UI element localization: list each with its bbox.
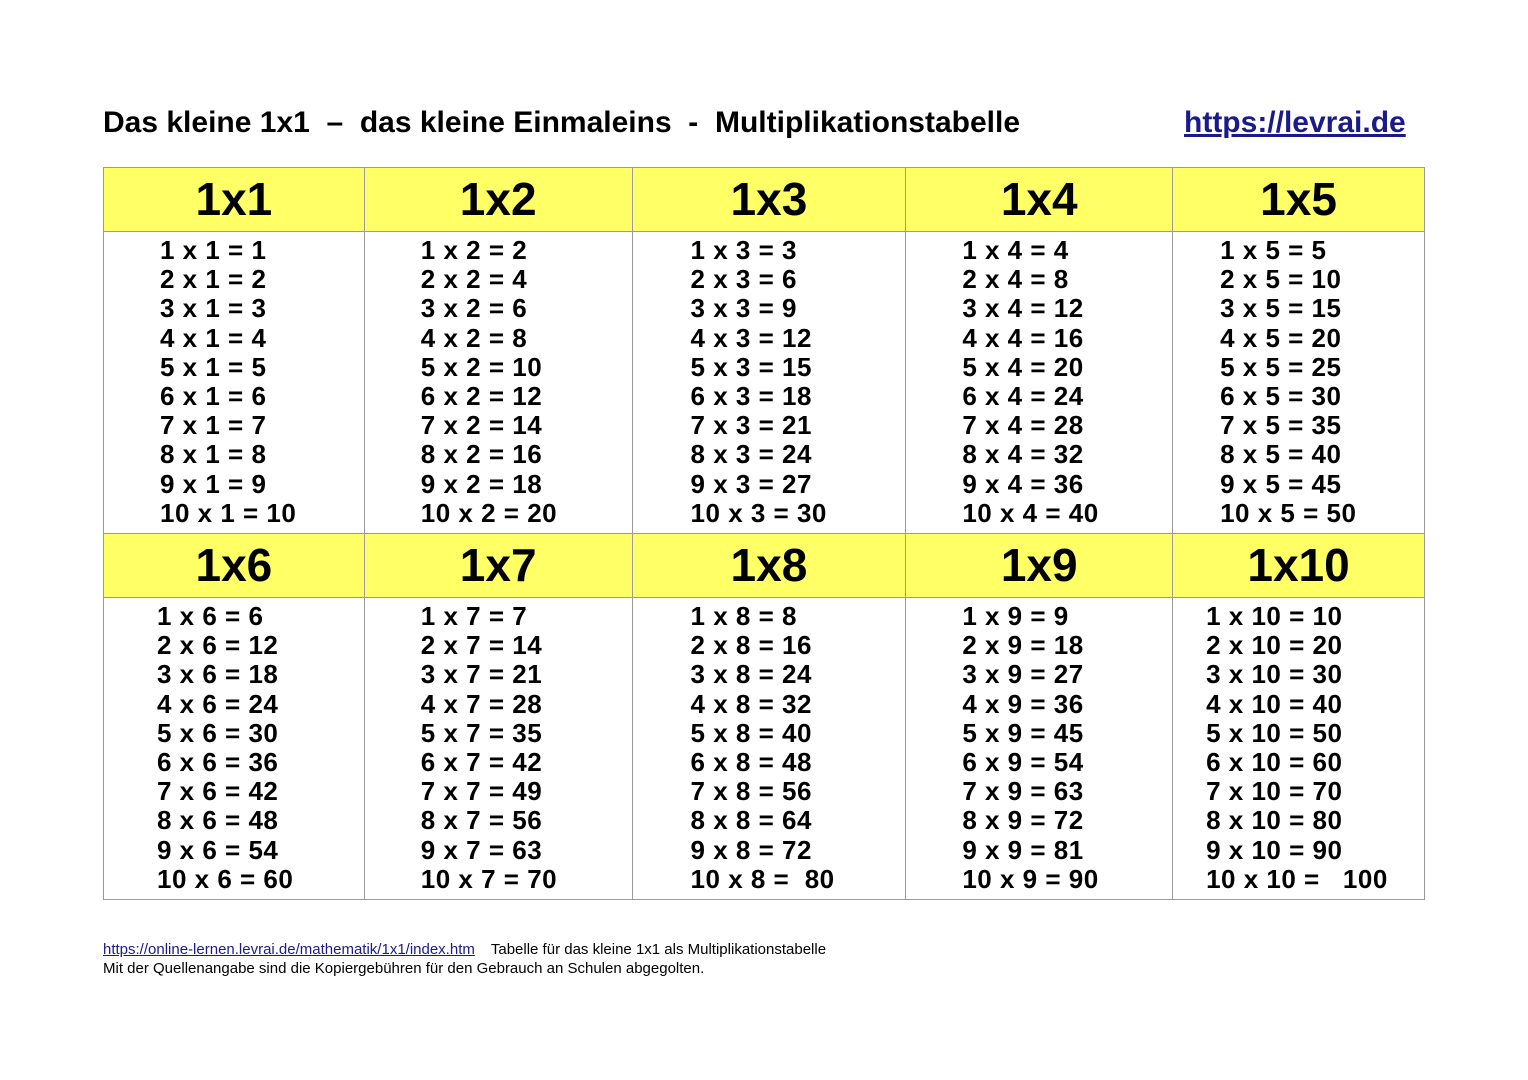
footer (103, 940, 826, 978)
fact-list (633, 598, 906, 894)
fact-item: 8 x 9 = 72 (962, 805, 1084, 836)
fact-item: 9 x 3 = 27 (690, 468, 812, 499)
fact-item: 8 x 5 = 40 (1220, 439, 1342, 470)
fact-item: 6 x 10 = 60 (1206, 746, 1343, 777)
fact-item: 9 x 10 = 90 (1206, 834, 1343, 865)
fact-item: 2 x 1 = 2 (160, 264, 267, 295)
fact-item: 5 x 1 = 5 (160, 351, 267, 382)
fact-item: 1 x 7 = 7 (420, 601, 528, 631)
fact-item: 2 x 9 = 18 (962, 630, 1084, 661)
fact-item: 10 x 8 = 80 (690, 863, 835, 894)
fact-item: 1 x 2 = 2 (420, 235, 528, 265)
multiplication-grid (103, 167, 1425, 900)
fact-item: 2 x 3 = 6 (690, 264, 797, 295)
fact-item: 9 x 8 = 72 (690, 834, 812, 865)
table-header: 1x7 (364, 534, 632, 598)
header-row (104, 168, 1425, 232)
fact-item: 2 x 8 = 16 (690, 630, 812, 661)
fact-item: 4 x 7 = 28 (420, 688, 543, 719)
fact-item: 10 x 7 = 70 (420, 863, 558, 894)
table-header: 1x6 (104, 534, 365, 598)
fact-item: 5 x 9 = 45 (962, 717, 1084, 748)
fact-item: 10 x 1 = 10 (160, 497, 297, 528)
fact-item: 7 x 9 = 63 (962, 776, 1084, 807)
fact-item: 3 x 2 = 6 (420, 293, 528, 324)
fact-item: 7 x 5 = 35 (1220, 410, 1342, 441)
fact-item: 7 x 6 = 42 (157, 776, 279, 807)
table-header: 1x2 (364, 168, 632, 232)
fact-item: 2 x 5 = 10 (1220, 264, 1342, 295)
fact-item: 6 x 1 = 6 (160, 380, 267, 411)
fact-item: 10 x 2 = 20 (420, 497, 558, 528)
fact-item: 9 x 4 = 36 (962, 468, 1084, 499)
fact-item: 6 x 7 = 42 (420, 746, 543, 777)
fact-item: 6 x 9 = 54 (962, 746, 1084, 777)
fact-item: 3 x 5 = 15 (1220, 293, 1342, 324)
facts-cell (906, 232, 1173, 534)
fact-item: 4 x 9 = 36 (962, 688, 1084, 719)
fact-item: 4 x 2 = 8 (420, 322, 528, 353)
fact-item: 7 x 2 = 14 (420, 410, 543, 441)
facts-cell (1173, 598, 1425, 900)
fact-item: 3 x 10 = 30 (1206, 659, 1343, 690)
fact-item: 9 x 7 = 63 (420, 834, 543, 865)
fact-item: 1 x 8 = 8 (690, 601, 797, 631)
fact-item: 5 x 3 = 15 (690, 351, 812, 382)
fact-item: 6 x 4 = 24 (962, 380, 1084, 411)
fact-item: 3 x 1 = 3 (160, 293, 267, 324)
facts-cell (906, 598, 1173, 900)
fact-item: 7 x 1 = 7 (160, 410, 267, 441)
fact-item: 4 x 4 = 16 (962, 322, 1084, 353)
fact-item: 6 x 6 = 36 (157, 746, 279, 777)
fact-item: 6 x 5 = 30 (1220, 380, 1342, 411)
facts-cell (1173, 232, 1425, 534)
fact-item: 2 x 10 = 20 (1206, 630, 1343, 661)
fact-item: 8 x 7 = 56 (420, 805, 543, 836)
fact-item: 1 x 6 = 6 (157, 601, 264, 631)
facts-cell (632, 232, 906, 534)
footer-line (103, 940, 826, 959)
site-link[interactable]: https://levrai.de (1184, 106, 1406, 139)
table-header: 1x1 (104, 168, 365, 232)
fact-item: 10 x 4 = 40 (962, 497, 1099, 528)
fact-item: 4 x 10 = 40 (1206, 688, 1343, 719)
fact-item: 10 x 9 = 90 (962, 863, 1099, 894)
table-header: 1x4 (906, 168, 1173, 232)
fact-item: 7 x 8 = 56 (690, 776, 812, 807)
fact-item: 9 x 9 = 81 (962, 834, 1084, 865)
fact-item: 4 x 8 = 32 (690, 688, 812, 719)
facts-row (104, 232, 1425, 534)
fact-item: 3 x 3 = 9 (690, 293, 797, 324)
page-title: Das kleine 1x1 – das kleine Einmaleins - Multiplikationstabelle (103, 106, 1021, 139)
fact-item: 5 x 2 = 10 (420, 351, 543, 382)
fact-item: 10 x 10 = 100 (1206, 863, 1388, 894)
facts-cell (632, 598, 906, 900)
fact-item: 2 x 7 = 14 (420, 630, 543, 661)
facts-row (104, 598, 1425, 900)
fact-list (906, 598, 1172, 894)
fact-item: 5 x 6 = 30 (157, 717, 279, 748)
fact-list (1173, 598, 1424, 894)
fact-item: 8 x 8 = 64 (690, 805, 812, 836)
facts-cell (364, 598, 632, 900)
fact-item: 1 x 9 = 9 (962, 601, 1069, 631)
fact-item: 3 x 9 = 27 (962, 659, 1084, 690)
fact-item: 3 x 6 = 18 (157, 659, 279, 690)
fact-list (104, 598, 364, 894)
fact-item: 8 x 10 = 80 (1206, 805, 1343, 836)
fact-item: 8 x 4 = 32 (962, 439, 1084, 470)
fact-item: 6 x 2 = 12 (420, 380, 543, 411)
fact-list (633, 232, 906, 528)
fact-item: 6 x 3 = 18 (690, 380, 812, 411)
table-header: 1x5 (1173, 168, 1425, 232)
facts-cell (364, 232, 632, 534)
fact-item: 9 x 1 = 9 (160, 468, 267, 499)
fact-item: 9 x 5 = 45 (1220, 468, 1342, 499)
fact-item: 10 x 6 = 60 (157, 863, 294, 894)
fact-list (906, 232, 1172, 528)
fact-list (1173, 232, 1424, 528)
fact-item: 4 x 6 = 24 (157, 688, 279, 719)
fact-item: 5 x 10 = 50 (1206, 717, 1343, 748)
fact-list (104, 232, 364, 528)
fact-item: 5 x 5 = 25 (1220, 351, 1342, 382)
fact-list (365, 232, 632, 528)
fact-item: 1 x 10 = 10 (1206, 601, 1343, 631)
fact-item: 4 x 5 = 20 (1220, 322, 1342, 353)
fact-item: 7 x 3 = 21 (690, 410, 812, 441)
fact-item: 7 x 7 = 49 (420, 776, 543, 807)
footer-notice: Mit der Quellenangabe sind die Kopiergebühren für den Gebrauch an Schulen abgegolten. (103, 960, 705, 977)
fact-item: 1 x 4 = 4 (962, 235, 1069, 265)
fact-item: 1 x 5 = 5 (1220, 235, 1327, 265)
table-header: 1x10 (1173, 534, 1425, 598)
facts-cell (104, 232, 365, 534)
fact-list (365, 598, 632, 894)
table-header: 1x3 (632, 168, 906, 232)
fact-item: 4 x 3 = 12 (690, 322, 812, 353)
fact-item: 8 x 1 = 8 (160, 439, 267, 470)
header-row (104, 534, 1425, 598)
fact-item: 1 x 3 = 3 (690, 235, 797, 265)
fact-item: 9 x 6 = 54 (157, 834, 279, 865)
fact-item: 4 x 1 = 4 (160, 322, 267, 353)
fact-item: 1 x 1 = 1 (160, 235, 267, 265)
fact-item: 8 x 3 = 24 (690, 439, 812, 470)
table-header: 1x9 (906, 534, 1173, 598)
facts-cell (104, 598, 365, 900)
fact-item: 3 x 7 = 21 (420, 659, 543, 690)
fact-item: 7 x 10 = 70 (1206, 776, 1343, 807)
fact-item: 8 x 6 = 48 (157, 805, 279, 836)
fact-item: 9 x 2 = 18 (420, 468, 543, 499)
fact-item: 7 x 4 = 28 (962, 410, 1084, 441)
fact-item: 2 x 4 = 8 (962, 264, 1069, 295)
fact-item: 2 x 2 = 4 (420, 264, 528, 295)
table-header: 1x8 (632, 534, 906, 598)
fact-item: 5 x 8 = 40 (690, 717, 812, 748)
fact-item: 3 x 4 = 12 (962, 293, 1084, 324)
fact-item: 5 x 4 = 20 (962, 351, 1084, 382)
fact-item: 6 x 8 = 48 (690, 746, 812, 777)
fact-item: 2 x 6 = 12 (157, 630, 279, 661)
fact-item: 3 x 8 = 24 (690, 659, 812, 690)
footer-description: Tabelle für das kleine 1x1 als Multiplikationstabelle (490, 941, 827, 958)
fact-item: 5 x 7 = 35 (420, 717, 543, 748)
fact-item: 10 x 5 = 50 (1220, 497, 1357, 528)
fact-item: 10 x 3 = 30 (690, 497, 827, 528)
fact-item: 8 x 2 = 16 (420, 439, 543, 470)
source-link[interactable]: https://online-lernen.levrai.de/mathematik/1x1/index.htm (103, 941, 475, 958)
